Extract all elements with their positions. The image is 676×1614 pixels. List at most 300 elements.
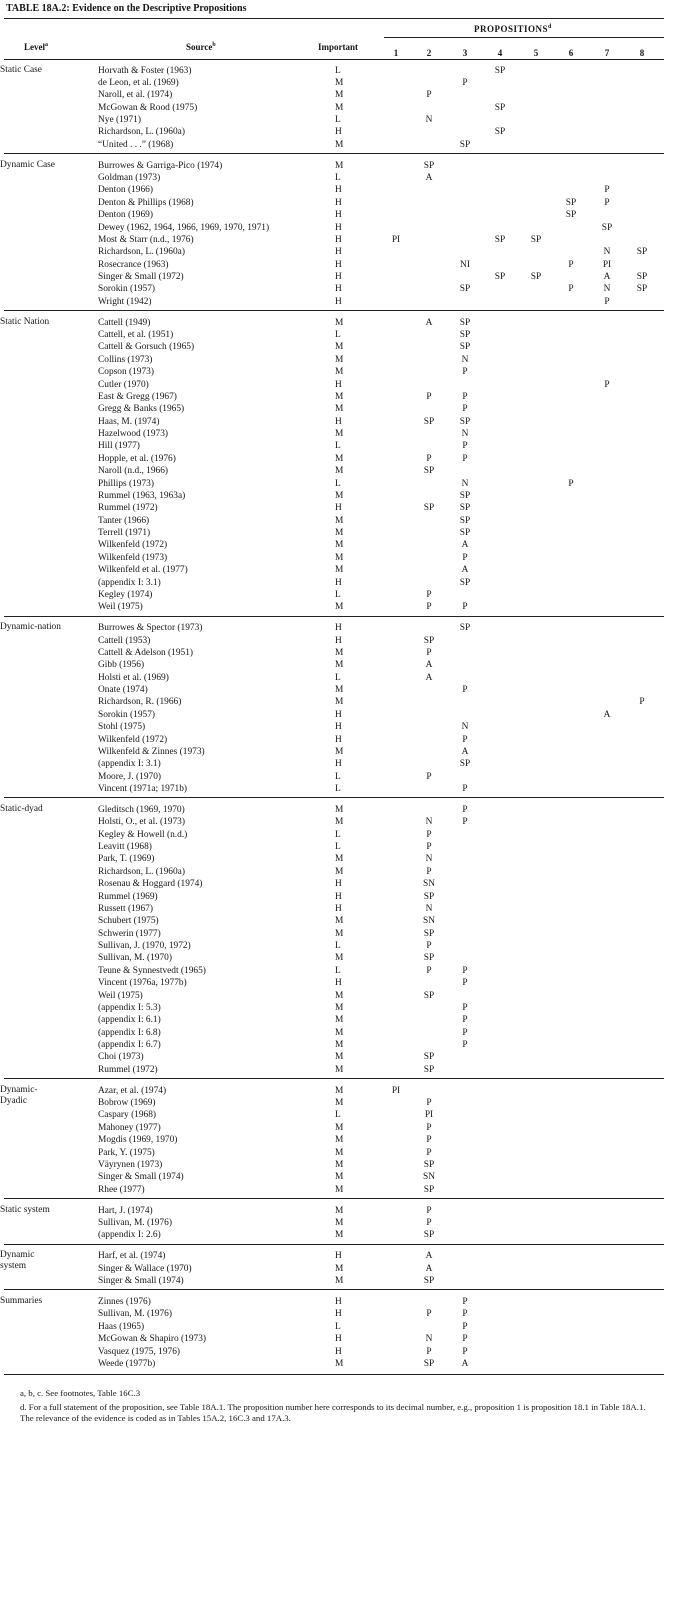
top-rule	[4, 18, 664, 19]
source-cell: Schwerin (1977)	[98, 928, 161, 939]
proposition-cell: N	[425, 1334, 433, 1345]
source-cell: Weil (1975)	[98, 990, 143, 1001]
source-cell: Singer & Small (1974)	[98, 1172, 184, 1183]
source-cell: Schubert (1975)	[98, 916, 159, 927]
source-cell: Väyrynen (1973)	[98, 1159, 163, 1170]
source-cell: Hill (1977)	[98, 441, 140, 452]
proposition-cell: P	[426, 771, 432, 782]
proposition-cell: SP	[423, 1184, 435, 1195]
source-cell: Naroll, et al. (1974)	[98, 90, 173, 101]
importance-cell: H	[335, 1346, 342, 1357]
proposition-cell: SP	[530, 272, 542, 283]
importance-cell: M	[335, 685, 344, 696]
source-cell: Most & Starr (n.d., 1976)	[98, 234, 194, 245]
proposition-cell: P	[426, 1346, 432, 1357]
proposition-cell: SP	[636, 247, 648, 258]
source-cell: Richardson, R. (1966)	[98, 697, 182, 708]
importance-cell: M	[335, 90, 344, 101]
source-cell: Tanter (1966)	[98, 515, 150, 526]
importance-cell: M	[335, 102, 344, 113]
importance-cell: M	[335, 1135, 344, 1146]
importance-cell: H	[335, 623, 342, 634]
level-label: Static-dyad	[0, 803, 43, 814]
section-rule	[4, 616, 664, 617]
importance-cell: H	[335, 577, 342, 588]
importance-cell: H	[335, 635, 342, 646]
level-label: Summaries	[0, 1296, 43, 1307]
proposition-cell: P	[462, 978, 468, 989]
source-cell: (appendix I: 2.6)	[98, 1230, 161, 1241]
importance-cell: M	[335, 866, 344, 877]
proposition-cell: P	[462, 1334, 468, 1345]
proposition-number-3: 3	[462, 48, 468, 58]
header-rule	[4, 59, 664, 60]
importance-cell: M	[335, 565, 344, 576]
source-cell: Haas (1965)	[98, 1321, 145, 1332]
source-cell: McGowan & Shapiro (1973)	[98, 1334, 207, 1345]
importance-cell: L	[335, 65, 341, 76]
proposition-cell: SP	[494, 234, 506, 245]
importance-cell: L	[335, 173, 341, 184]
source-cell: (appendix I: 6.1)	[98, 1015, 161, 1026]
importance-cell: L	[335, 1321, 341, 1332]
proposition-cell: P	[426, 965, 432, 976]
importance-cell: M	[335, 1015, 344, 1026]
table-title: TABLE 18A.2: Evidence on the Descriptive Propositions	[6, 3, 247, 14]
proposition-cell: P	[426, 941, 432, 952]
proposition-cell: SP	[494, 102, 506, 113]
importance-cell: H	[335, 709, 342, 720]
proposition-cell: P	[462, 734, 468, 745]
source-cell: Denton & Phillips (1968)	[98, 197, 194, 208]
source-cell: Hart, J. (1974)	[98, 1205, 153, 1216]
proposition-cell: P	[426, 90, 432, 101]
proposition-cell: N	[461, 354, 469, 365]
proposition-cell: A	[603, 272, 611, 283]
proposition-cell: P	[462, 441, 468, 452]
proposition-cell: P	[426, 1218, 432, 1229]
source-cell: Sullivan, M. (1970)	[98, 953, 172, 964]
importance-cell: M	[335, 540, 344, 551]
proposition-cell: PI	[424, 1110, 434, 1121]
source-cell: Collins (1973)	[98, 354, 153, 365]
proposition-number-7: 7	[604, 48, 610, 58]
source-cell: Wilkenfeld & Zinnes (1973)	[98, 746, 205, 757]
proposition-cell: SP	[459, 623, 471, 634]
importance-cell: M	[335, 1064, 344, 1075]
importance-cell: M	[335, 1027, 344, 1038]
source-cell: Richardson, L. (1960a)	[98, 127, 185, 138]
proposition-cell: P	[426, 842, 432, 853]
proposition-cell: P	[462, 1027, 468, 1038]
proposition-cell: A	[425, 672, 433, 683]
importance-cell: H	[335, 1309, 342, 1320]
source-cell: “United . . .” (1968)	[98, 139, 174, 150]
proposition-cell: SP	[636, 284, 648, 295]
importance-cell: M	[335, 854, 344, 865]
source-cell: Burrowes & Garriga-Pico (1974)	[98, 160, 223, 171]
source-cell: Rummel (1972)	[98, 503, 158, 514]
importance-cell: M	[335, 391, 344, 402]
proposition-cell: SP	[459, 284, 471, 295]
importance-cell: H	[335, 1334, 342, 1345]
importance-cell: M	[335, 953, 344, 964]
importance-cell: M	[335, 528, 344, 539]
source-cell: Vincent (1971a; 1971b)	[98, 784, 187, 795]
importance-cell: M	[335, 1358, 344, 1369]
source-cell: Phillips (1973)	[98, 478, 154, 489]
source-cell: Singer & Wallace (1970)	[98, 1263, 192, 1274]
source-cell: Rosenau & Hoggard (1974)	[98, 879, 203, 890]
proposition-cell: P	[462, 817, 468, 828]
importance-cell: M	[335, 466, 344, 477]
proposition-number-5: 5	[533, 48, 539, 58]
importance-cell: H	[335, 416, 342, 427]
proposition-cell: N	[425, 903, 433, 914]
source-cell: Wright (1942)	[98, 296, 152, 307]
footnote: d. For a full statement of the proposition, see Table 18A.1. The proposition number here corresponds to its decimal number, e.g., proposition 1 is proposition 18.1 in Table 18A.1. The relevance of the evidence is coded as in Tables 15A.2, 16C.3 and 17A.3.	[20, 1402, 646, 1424]
proposition-cell: A	[425, 1263, 433, 1274]
level-label: Dynamic system	[0, 1250, 35, 1272]
importance-cell: L	[335, 829, 341, 840]
proposition-cell: P	[426, 589, 432, 600]
section-rule	[4, 153, 664, 154]
level-label: Dynamic-nation	[0, 622, 61, 633]
level-label: Static Case	[0, 64, 42, 75]
importance-cell: H	[335, 127, 342, 138]
proposition-cell: SP	[423, 635, 435, 646]
source-cell: Rummel (1972)	[98, 1064, 158, 1075]
source-cell: Weede (1977b)	[98, 1358, 156, 1369]
importance-cell: H	[335, 185, 342, 196]
proposition-cell: P	[426, 647, 432, 658]
section-rule	[4, 1078, 664, 1079]
source-cell: Gleditsch (1969, 1970)	[98, 804, 185, 815]
source-cell: Gregg & Banks (1965)	[98, 404, 185, 415]
proposition-cell: SP	[423, 928, 435, 939]
source-cell: Burrowes & Spector (1973)	[98, 623, 203, 634]
proposition-cell: P	[462, 1297, 468, 1308]
proposition-cell: P	[426, 1205, 432, 1216]
proposition-cell: P	[639, 697, 645, 708]
proposition-cell: A	[425, 173, 433, 184]
importance-cell: L	[335, 842, 341, 853]
importance-cell: M	[335, 817, 344, 828]
section-rule	[4, 1289, 664, 1290]
source-cell: Kegley (1974)	[98, 589, 153, 600]
importance-cell: M	[335, 1098, 344, 1109]
source-cell: Vincent (1976a, 1977b)	[98, 978, 187, 989]
importance-cell: M	[335, 916, 344, 927]
importance-cell: M	[335, 1205, 344, 1216]
proposition-cell: SP	[423, 1052, 435, 1063]
importance-cell: H	[335, 272, 342, 283]
proposition-cell: N	[603, 247, 611, 258]
source-cell: Rummel (1963, 1963a)	[98, 490, 186, 501]
importance-cell: M	[335, 746, 344, 757]
importance-cell: H	[335, 210, 342, 221]
importance-cell: L	[335, 114, 341, 125]
importance-cell: H	[335, 734, 342, 745]
proposition-cell: N	[461, 478, 469, 489]
level-label: Dynamic- Dyadic	[0, 1084, 38, 1106]
importance-cell: M	[335, 1085, 344, 1096]
proposition-cell: P	[462, 404, 468, 415]
proposition-cell: N	[425, 817, 433, 828]
source-cell: Leavitt (1968)	[98, 842, 152, 853]
source-cell: Wilkenfeld (1973)	[98, 552, 168, 563]
source-cell: (appendix I: 3.1)	[98, 759, 161, 770]
source-cell: Cattell (1953)	[98, 635, 151, 646]
proposition-cell: N	[425, 114, 433, 125]
source-cell: Richardson, L. (1960a)	[98, 247, 185, 258]
proposition-cell: P	[462, 77, 468, 88]
importance-cell: H	[335, 284, 342, 295]
proposition-cell: P	[604, 296, 610, 307]
source-cell: Holsti, O., et al. (1973)	[98, 817, 185, 828]
source-cell: Onate (1974)	[98, 685, 148, 696]
proposition-number-6: 6	[568, 48, 574, 58]
importance-cell: M	[335, 404, 344, 415]
source-cell: Russett (1967)	[98, 903, 153, 914]
importance-cell: M	[335, 1172, 344, 1183]
proposition-cell: SP	[459, 139, 471, 150]
level-label: Static Nation	[0, 316, 50, 327]
level-label: Dynamic Case	[0, 159, 55, 170]
proposition-cell: SP	[423, 1064, 435, 1075]
source-cell: Cutler (1970)	[98, 379, 149, 390]
proposition-cell: P	[462, 1346, 468, 1357]
section-rule	[4, 1244, 664, 1245]
proposition-cell: SP	[494, 127, 506, 138]
importance-cell: H	[335, 759, 342, 770]
importance-cell: M	[335, 552, 344, 563]
importance-cell: L	[335, 672, 341, 683]
source-cell: Caspary (1968)	[98, 1110, 157, 1121]
proposition-cell: P	[568, 259, 574, 270]
proposition-cell: SP	[423, 466, 435, 477]
proposition-cell: PI	[391, 1085, 401, 1096]
source-cell: Harf, et al. (1974)	[98, 1251, 166, 1262]
source-cell: Terrell (1971)	[98, 528, 151, 539]
proposition-cell: SP	[565, 197, 577, 208]
importance-cell: L	[335, 1110, 341, 1121]
importance-cell: M	[335, 1184, 344, 1195]
source-header: Source$^b$	[186, 42, 216, 52]
proposition-cell: PI	[391, 234, 401, 245]
proposition-cell: SP	[459, 342, 471, 353]
proposition-cell: SP	[459, 528, 471, 539]
source-cell: (appendix I: 5.3)	[98, 1002, 161, 1013]
source-cell: Choi (1973)	[98, 1052, 144, 1063]
source-cell: Sorokin (1957)	[98, 709, 156, 720]
importance-cell: M	[335, 1218, 344, 1229]
importance-cell: L	[335, 441, 341, 452]
source-cell: Denton (1966)	[98, 185, 153, 196]
importance-cell: H	[335, 234, 342, 245]
proposition-cell: A	[425, 660, 433, 671]
importance-cell: M	[335, 515, 344, 526]
importance-cell: M	[335, 1230, 344, 1241]
proposition-cell: SP	[423, 1276, 435, 1287]
proposition-cell: SP	[494, 272, 506, 283]
importance-cell: L	[335, 478, 341, 489]
source-cell: Moore, J. (1970)	[98, 771, 162, 782]
importance-cell: M	[335, 602, 344, 613]
importance-cell: L	[335, 330, 341, 341]
proposition-cell: P	[604, 197, 610, 208]
source-cell: Naroll (n.d., 1966)	[98, 466, 169, 477]
section-rule	[4, 797, 664, 798]
importance-cell: M	[335, 1147, 344, 1158]
source-cell: Sullivan, M. (1976)	[98, 1218, 172, 1229]
proposition-cell: SN	[423, 1172, 435, 1183]
source-cell: Gibb (1956)	[98, 660, 145, 671]
importance-cell: M	[335, 139, 344, 150]
source-cell: Kegley & Howell (n.d.)	[98, 829, 188, 840]
importance-cell: H	[335, 879, 342, 890]
proposition-cell: NI	[460, 259, 470, 270]
proposition-cell: SP	[459, 416, 471, 427]
source-cell: Cattell, et al. (1951)	[98, 330, 174, 341]
proposition-cell: P	[568, 284, 574, 295]
proposition-cell: P	[604, 185, 610, 196]
importance-cell: M	[335, 804, 344, 815]
source-cell: Cattell & Adelson (1951)	[98, 647, 194, 658]
proposition-cell: SP	[423, 503, 435, 514]
proposition-cell: P	[462, 1015, 468, 1026]
proposition-cell: P	[462, 453, 468, 464]
importance-cell: M	[335, 317, 344, 328]
importance-cell: M	[335, 77, 344, 88]
proposition-cell: P	[462, 965, 468, 976]
importance-cell: M	[335, 1040, 344, 1051]
importance-cell: M	[335, 1263, 344, 1274]
proposition-cell: P	[462, 1309, 468, 1320]
source-cell: Azar, et al. (1974)	[98, 1085, 167, 1096]
proposition-cell: P	[462, 552, 468, 563]
importance-cell: H	[335, 903, 342, 914]
proposition-cell: P	[426, 391, 432, 402]
proposition-cell: P	[426, 1309, 432, 1320]
proposition-cell: P	[462, 1002, 468, 1013]
proposition-cell: SP	[459, 317, 471, 328]
proposition-cell: SP	[459, 515, 471, 526]
proposition-cell: P	[604, 379, 610, 390]
proposition-cell: P	[568, 478, 574, 489]
proposition-cell: P	[426, 602, 432, 613]
importance-cell: M	[335, 367, 344, 378]
proposition-cell: SP	[423, 1230, 435, 1241]
source-cell: Horvath & Foster (1963)	[98, 65, 192, 76]
section-rule	[4, 310, 664, 311]
importance-cell: L	[335, 941, 341, 952]
source-cell: Haas, M. (1974)	[98, 416, 160, 427]
source-cell: Bobrow (1969)	[98, 1098, 156, 1109]
importance-cell: H	[335, 197, 342, 208]
proposition-cell: SP	[423, 1159, 435, 1170]
proposition-cell: P	[426, 1147, 432, 1158]
source-cell: Zinnes (1976)	[98, 1297, 151, 1308]
importance-cell: H	[335, 891, 342, 902]
proposition-cell: PI	[602, 259, 612, 270]
proposition-cell: SP	[494, 65, 506, 76]
proposition-number-4: 4	[497, 48, 503, 58]
importance-cell: H	[335, 259, 342, 270]
importance-cell: M	[335, 453, 344, 464]
source-cell: Cattell & Gorsuch (1965)	[98, 342, 195, 353]
importance-cell: L	[335, 771, 341, 782]
proposition-number-1: 1	[393, 48, 399, 58]
proposition-cell: P	[462, 391, 468, 402]
importance-cell: M	[335, 647, 344, 658]
source-cell: Sullivan, M. (1976)	[98, 1309, 172, 1320]
proposition-cell: SP	[565, 210, 577, 221]
proposition-cell: P	[426, 1098, 432, 1109]
proposition-cell: SP	[459, 577, 471, 588]
source-cell: Goldman (1973)	[98, 173, 161, 184]
proposition-cell: N	[603, 284, 611, 295]
importance-cell: M	[335, 1159, 344, 1170]
importance-cell: M	[335, 990, 344, 1001]
proposition-cell: A	[425, 1251, 433, 1262]
proposition-number-8: 8	[639, 48, 645, 58]
proposition-cell: SP	[530, 234, 542, 245]
source-cell: (appendix I: 6.7)	[98, 1040, 161, 1051]
importance-cell: L	[335, 784, 341, 795]
proposition-cell: P	[462, 1321, 468, 1332]
source-cell: Rhee (1977)	[98, 1184, 145, 1195]
source-cell: Copson (1973)	[98, 367, 154, 378]
proposition-cell: A	[461, 540, 469, 551]
source-cell: Mogdis (1969, 1970)	[98, 1135, 178, 1146]
proposition-cell: N	[461, 429, 469, 440]
source-cell: Singer & Small (1972)	[98, 272, 184, 283]
importance-cell: H	[335, 503, 342, 514]
source-cell: (appendix I: 3.1)	[98, 577, 161, 588]
proposition-cell: A	[461, 746, 469, 757]
importance-cell: H	[335, 379, 342, 390]
proposition-cell: SP	[423, 1358, 435, 1369]
source-cell: Park, T. (1969)	[98, 854, 155, 865]
importance-cell: M	[335, 697, 344, 708]
importance-cell: M	[335, 1276, 344, 1287]
section-rule	[4, 1198, 664, 1199]
source-cell: Nye (1971)	[98, 114, 141, 125]
importance-cell: M	[335, 928, 344, 939]
proposition-cell: N	[425, 854, 433, 865]
source-cell: Stohl (1975)	[98, 722, 146, 733]
source-cell: Rummel (1969)	[98, 891, 158, 902]
level-label: Static system	[0, 1204, 50, 1215]
proposition-cell: P	[462, 602, 468, 613]
propositions-rule	[384, 37, 664, 38]
importance-cell: M	[335, 1122, 344, 1133]
proposition-cell: P	[462, 367, 468, 378]
bottom-rule	[4, 1374, 664, 1375]
proposition-cell: SP	[423, 416, 435, 427]
proposition-cell: SP	[636, 272, 648, 283]
proposition-cell: A	[603, 709, 611, 720]
source-cell: Hazelwood (1973)	[98, 429, 169, 440]
source-cell: Rosecrance (1963)	[98, 259, 169, 270]
source-cell: McGowan & Rood (1975)	[98, 102, 198, 113]
proposition-cell: P	[426, 829, 432, 840]
importance-cell: M	[335, 354, 344, 365]
source-cell: Wilkenfeld (1972)	[98, 540, 168, 551]
source-cell: Dewey (1962, 1964, 1966, 1969, 1970, 1971)	[98, 222, 270, 233]
proposition-cell: P	[426, 453, 432, 464]
